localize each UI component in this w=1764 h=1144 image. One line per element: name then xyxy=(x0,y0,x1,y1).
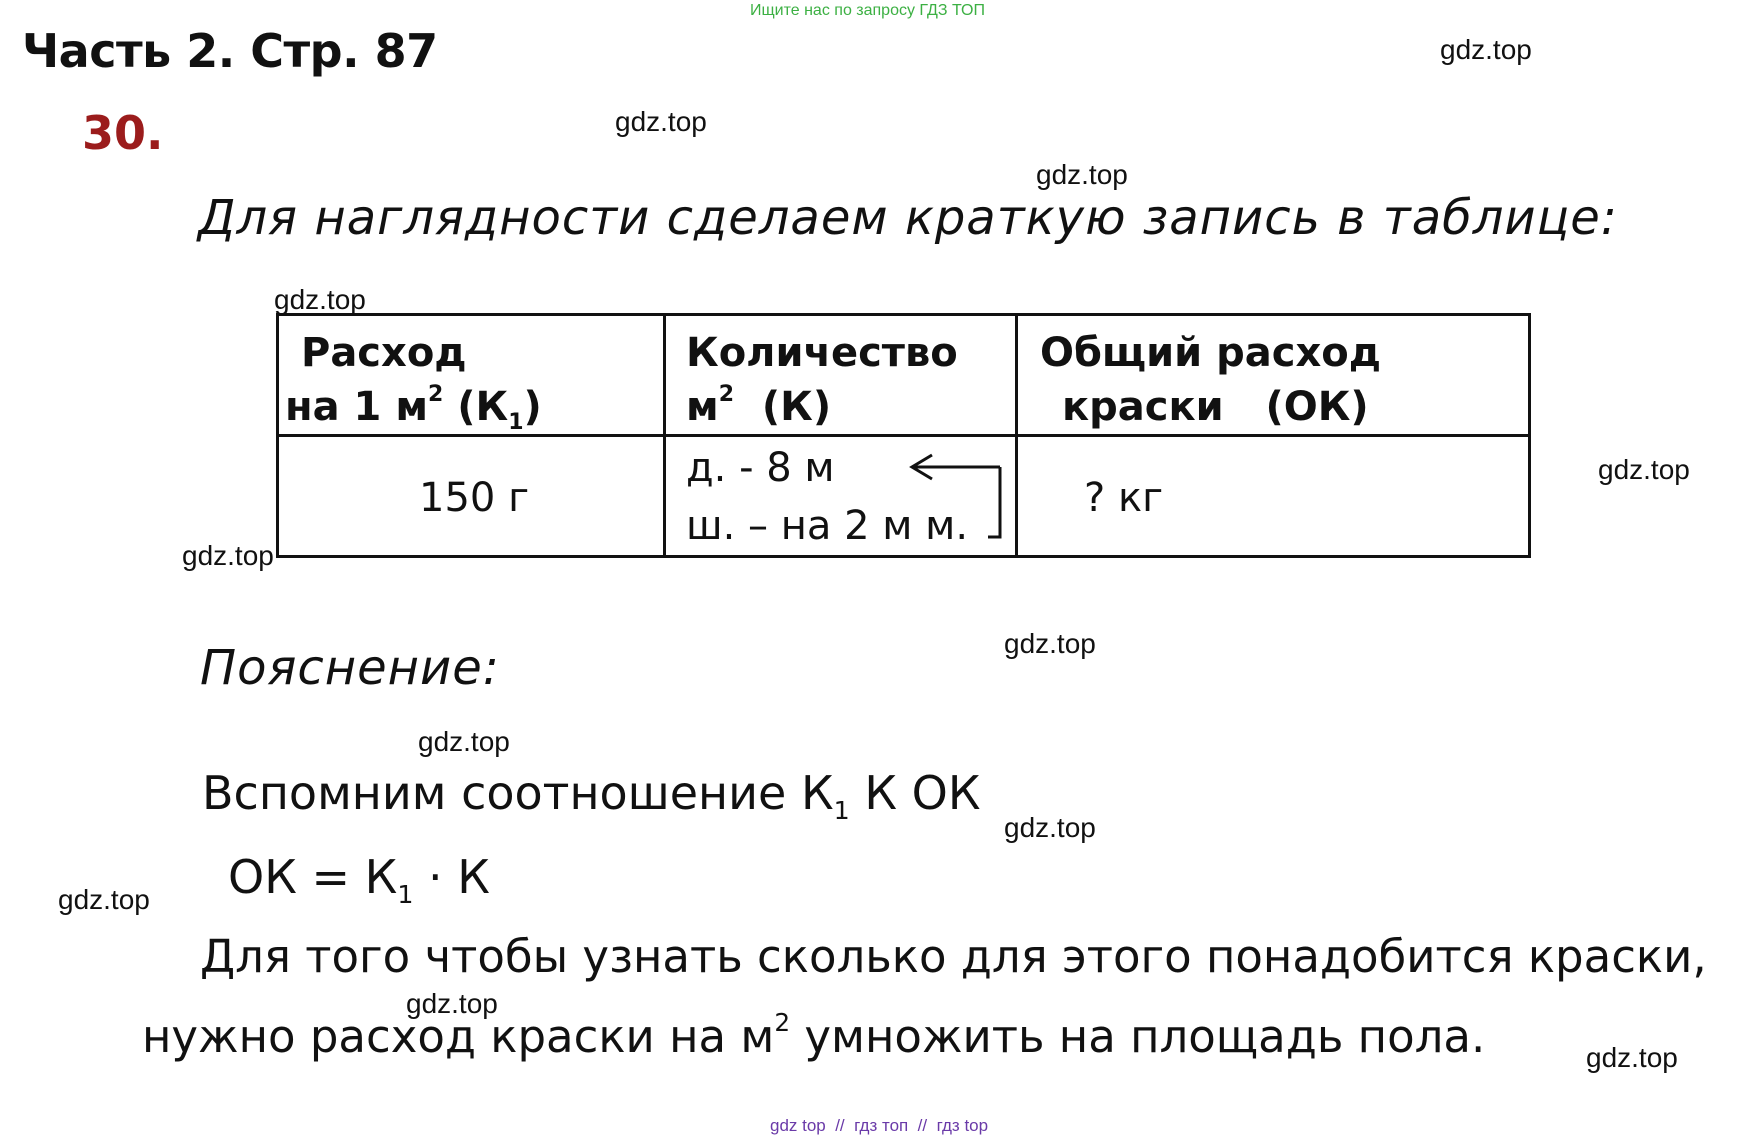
watermark: gdz.top xyxy=(615,106,707,137)
table-value-row xyxy=(278,436,1530,557)
search-banner: Ищите нас по запросу ГДЗ ТОП xyxy=(750,2,985,19)
header-total xyxy=(1017,315,1530,436)
header-consumption-line1: Расход xyxy=(301,330,467,376)
watermark: gdz.top xyxy=(1004,628,1096,659)
watermark: gdz.top xyxy=(1586,1042,1678,1073)
explanation-label: Пояснение: xyxy=(200,640,500,696)
value-quantity xyxy=(665,436,1017,557)
value-total-text: ? кг xyxy=(1084,475,1164,521)
value-length: д. - 8 м xyxy=(686,445,835,491)
sentence-line-2: нужно расход краски на $м^2$ умножить на площадь пола. xyxy=(142,1008,1486,1063)
recall-line: Вспомним соотношение $К_1$ К ОК xyxy=(202,766,981,826)
header-quantity-line1: Количество xyxy=(686,330,958,376)
watermark: gdz.top xyxy=(1440,34,1532,65)
summary-table xyxy=(276,313,1531,558)
watermark: gdz.top xyxy=(274,284,366,315)
watermark: gdz.top xyxy=(182,540,274,571)
intro-text: Для наглядности сделаем краткую запись в таблице: xyxy=(198,190,1618,246)
watermark: gdz.top xyxy=(418,726,510,757)
header-quantity-line2: $м^2$ (К) xyxy=(686,382,832,430)
watermark: gdz.top xyxy=(1004,812,1096,843)
header-total-line1: Общий расход xyxy=(1040,330,1382,376)
arrow-icon xyxy=(906,451,1006,541)
value-width: ш. – на 2 м м. xyxy=(686,503,969,549)
formula-line: ОК = $К_1 \cdot К$ xyxy=(228,850,490,910)
header-quantity xyxy=(665,315,1017,436)
value-consumption xyxy=(278,436,665,557)
header-total-line2: краски (ОК) xyxy=(1062,384,1369,430)
watermark: gdz.top xyxy=(1036,159,1128,190)
header-consumption-line2: на 1 $м^2$ $(К_1)$ xyxy=(285,382,542,435)
watermark: gdz.top xyxy=(1598,454,1690,485)
header-consumption xyxy=(278,315,665,436)
watermark: gdz.top xyxy=(406,988,498,1019)
table-header-row xyxy=(278,315,1530,436)
value-total xyxy=(1017,436,1530,557)
value-consumption-text: 150 г xyxy=(419,475,530,521)
sentence-line-1: Для того чтобы узнать сколько для этого понадобится краски, xyxy=(200,930,1707,983)
page-heading: Часть 2. Стр. 87 xyxy=(22,24,438,78)
watermark: gdz.top xyxy=(58,884,150,915)
task-number: 30. xyxy=(82,106,164,160)
footer-watermark: gdz top // гдз топ // гдз top xyxy=(770,1116,989,1135)
